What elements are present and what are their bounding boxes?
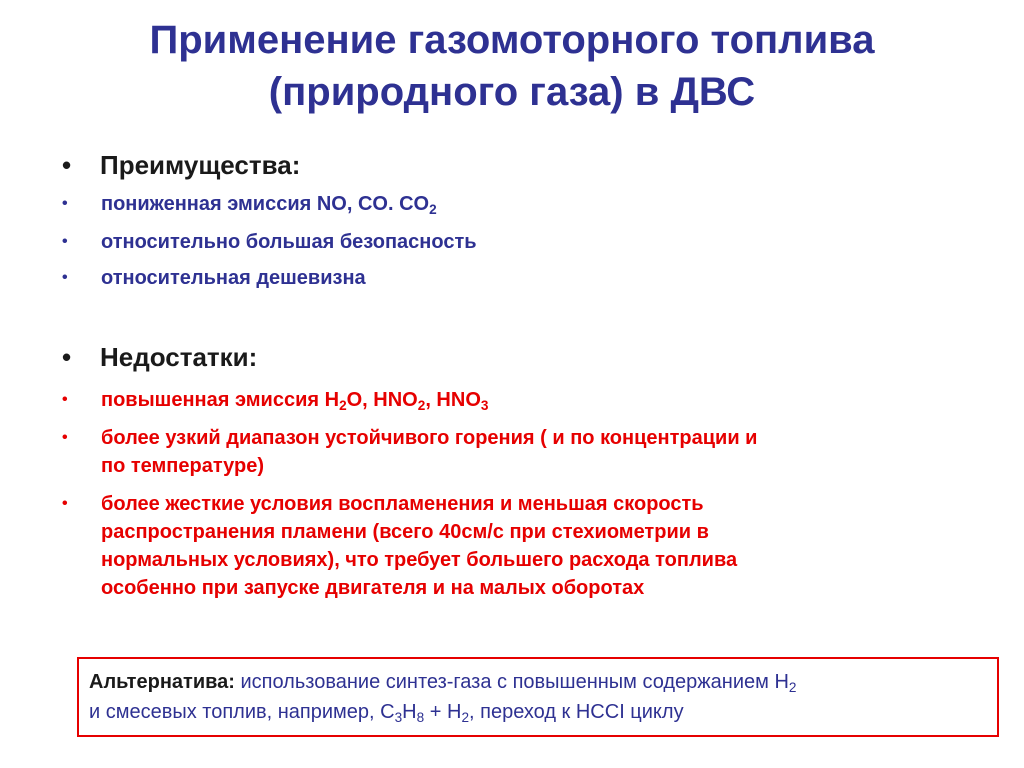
advantage-item-1-text: пониженная эмиссия NO, CO. CO: [101, 193, 430, 215]
alternative-line-2: и смесевых топлив, например, $C_3H_8 + H_2$, переход к HCCI циклу: [89, 701, 684, 726]
slide-title-line-2: (природного газа) в ДВС: [268, 70, 756, 114]
advantage-item-2-text: относительно большая безопасность: [101, 231, 477, 253]
bullet-icon: •: [62, 429, 68, 446]
alternative-box: [77, 657, 999, 737]
advantage-item-1-subscript: 2: [429, 202, 437, 218]
disadvantage-item-2-text: [101, 424, 757, 480]
disadvantage-item-2-line-1: более узкий диапазон устойчивого горения ( и по концентрации и: [101, 427, 758, 449]
advantages-heading: [62, 150, 300, 181]
alternative-line-1: Альтернатива: использование синтез-газа с повышенным содержанием $H_2$: [89, 671, 797, 696]
slide-title-line-1: Применение газомоторного топлива: [149, 18, 875, 62]
disadvantage-item-2-line-2: по температуре): [101, 455, 264, 477]
advantage-item-3-text: относительная дешевизна: [101, 267, 366, 289]
bullet-icon: •: [62, 495, 68, 512]
bullet-icon: •: [62, 342, 72, 372]
bullet-icon: •: [62, 269, 68, 286]
bullet-icon: •: [62, 391, 68, 408]
advantages-heading-text: Преимущества:: [100, 150, 301, 180]
bullet-icon: •: [62, 233, 68, 250]
bullet-icon: •: [62, 195, 68, 212]
disadvantage-item-3-line-4: особенно при запуске двигателя и на малых оборотах: [101, 577, 645, 599]
disadvantage-item-3-text: [101, 490, 737, 602]
disadvantage-item-1-text: повышенная эмиссия $H_2O$, $HNO_2$, $HNO_3$: [101, 389, 489, 414]
bullet-icon: •: [62, 150, 72, 180]
disadvantages-heading-text: Недостатки:: [100, 342, 258, 372]
disadvantage-item-3-line-2: распространения пламени (всего 40см/с при стехиометрии в: [101, 521, 709, 543]
alternative-label: Альтернатива:: [89, 671, 235, 693]
slide-title: [0, 14, 1024, 118]
disadvantages-heading: [62, 342, 257, 373]
disadvantage-item-3-line-1: более жесткие условия воспламенения и меньшая скорость: [101, 493, 704, 515]
disadvantage-item-3-line-3: нормальных условиях), что требует большего расхода топлива: [101, 549, 738, 571]
